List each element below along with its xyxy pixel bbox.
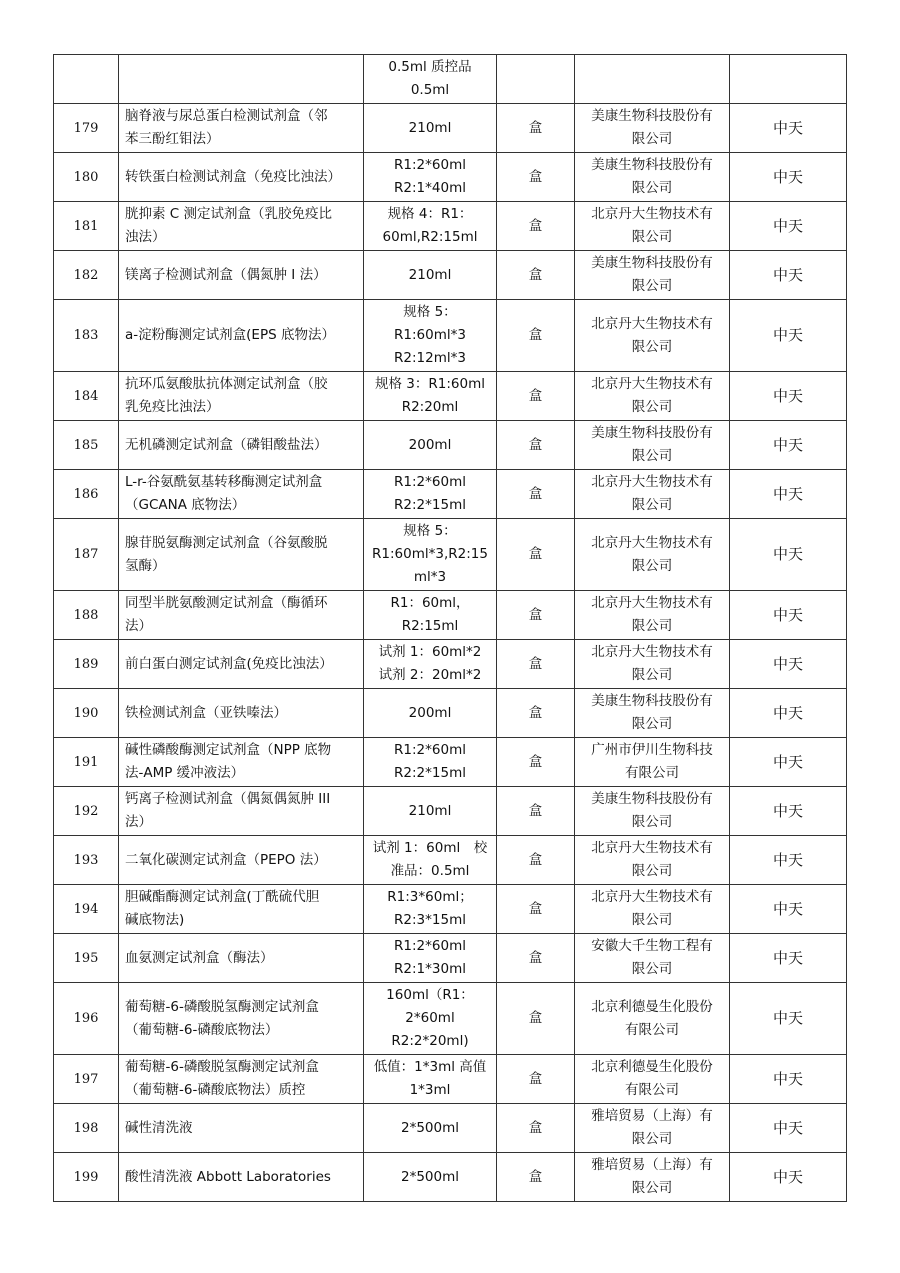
name-line: 无机磷测定试剂盒（磷钼酸盐法） <box>125 436 328 453</box>
manufacturer <box>575 372 730 421</box>
manufacturer <box>575 640 730 689</box>
row-number: 189 <box>54 640 119 689</box>
product-name <box>119 104 364 153</box>
manufacturer-line: 美康生物科技股份有 <box>591 157 713 173</box>
spec-line: R1：60ml， <box>390 595 470 611</box>
name-line: 铁检测试剂盒（亚铁嗪法） <box>125 704 287 721</box>
manufacturer-line: 限公司 <box>631 1131 673 1147</box>
product-spec <box>364 1104 497 1153</box>
table-row <box>54 300 847 372</box>
supplier: 中天 <box>730 519 847 591</box>
spec-line: 规格 5： <box>403 523 457 539</box>
row-number: 180 <box>54 153 119 202</box>
manufacturer-line: 美康生物科技股份有 <box>591 255 713 271</box>
product-name <box>119 153 364 202</box>
product-unit: 盒 <box>497 1153 575 1202</box>
product-name <box>119 519 364 591</box>
product-name <box>119 738 364 787</box>
supplier: 中天 <box>730 1055 847 1104</box>
product-unit: 盒 <box>497 470 575 519</box>
row-number: 191 <box>54 738 119 787</box>
product-spec <box>364 885 497 934</box>
product-unit: 盒 <box>497 836 575 885</box>
name-line: a-淀粉酶测定试剂盒(EPS 底物法） <box>125 327 335 343</box>
manufacturer-line: 限公司 <box>631 618 673 634</box>
name-line: 胆碱酯酶测定试剂盒(丁酰硫代胆 <box>125 889 320 905</box>
name-line: 法-AMP 缓冲液法） <box>125 765 245 781</box>
name-line: 苯三酚红钼法） <box>125 131 220 147</box>
spec-line: 规格 4：R1： <box>387 206 473 222</box>
product-unit: 盒 <box>497 689 575 738</box>
name-line: 葡萄糖-6-磷酸脱氢酶测定试剂盒 <box>125 998 319 1015</box>
name-line: L-r-谷氨酰氨基转移酶测定试剂盒 <box>125 474 323 490</box>
product-spec <box>364 640 497 689</box>
name-line: 碱性磷酸酶测定试剂盒（NPP 底物 <box>125 742 332 758</box>
table-row <box>54 202 847 251</box>
product-unit: 盒 <box>497 421 575 470</box>
table-row <box>54 421 847 470</box>
product-unit: 盒 <box>497 934 575 983</box>
product-spec <box>364 1055 497 1104</box>
supplier: 中天 <box>730 470 847 519</box>
manufacturer <box>575 519 730 591</box>
manufacturer-line: 美康生物科技股份有 <box>591 693 713 709</box>
product-spec <box>364 934 497 983</box>
manufacturer-line: 北京丹大生物技术有 <box>591 644 713 660</box>
manufacturer-line: 北京丹大生物技术有 <box>591 534 713 551</box>
manufacturer <box>575 885 730 934</box>
manufacturer <box>575 787 730 836</box>
product-name <box>119 1104 364 1153</box>
spec-line: 60ml,R2:15ml <box>382 229 478 245</box>
name-line: 抗环瓜氨酸肽抗体测定试剂盒（胶 <box>125 376 328 392</box>
row-number: 179 <box>54 104 119 153</box>
name-line: 氢酶） <box>125 557 166 574</box>
supplier: 中天 <box>730 689 847 738</box>
name-line: 钙离子检测试剂盒（偶氮偶氮肿 III <box>125 791 331 807</box>
spec-line: R2:15ml <box>401 618 459 634</box>
manufacturer-line: 雅培贸易（上海）有 <box>591 1157 713 1173</box>
row-number: 197 <box>54 1055 119 1104</box>
product-unit: 盒 <box>497 300 575 372</box>
manufacturer <box>575 55 730 104</box>
product-name <box>119 55 364 104</box>
product-spec <box>364 519 497 591</box>
table-row <box>54 519 847 591</box>
manufacturer-line: 限公司 <box>631 716 673 732</box>
name-line: （葡萄糖-6-磷酸底物法） <box>125 1021 279 1038</box>
product-spec <box>364 787 497 836</box>
manufacturer-line: 限公司 <box>631 448 673 464</box>
product-spec <box>364 689 497 738</box>
product-name <box>119 983 364 1055</box>
product-unit: 盒 <box>497 104 575 153</box>
spec-line: R2:12ml*3 <box>394 350 466 366</box>
spec-line: 规格 3：R1:60ml <box>375 376 485 392</box>
spec-line: R1:2*60ml <box>394 742 466 758</box>
spec-line: 210ml <box>408 119 452 136</box>
product-spec <box>364 372 497 421</box>
spec-line: 试剂 2：20ml*2 <box>378 667 482 683</box>
manufacturer-line: 北京丹大生物技术有 <box>591 315 713 332</box>
row-number: 190 <box>54 689 119 738</box>
manufacturer-line: 北京丹大生物技术有 <box>591 595 713 611</box>
name-line: 血氨测定试剂盒（酶法） <box>125 949 274 966</box>
supplier: 中天 <box>730 372 847 421</box>
product-spec <box>364 1153 497 1202</box>
row-number: 183 <box>54 300 119 372</box>
row-number: 187 <box>54 519 119 591</box>
product-name <box>119 885 364 934</box>
product-unit <box>497 55 575 104</box>
product-spec <box>364 300 497 372</box>
supplier: 中天 <box>730 934 847 983</box>
spec-line: 200ml <box>408 436 452 453</box>
product-unit: 盒 <box>497 153 575 202</box>
manufacturer <box>575 1153 730 1202</box>
supplier: 中天 <box>730 421 847 470</box>
supplier: 中天 <box>730 300 847 372</box>
product-name <box>119 787 364 836</box>
manufacturer-line: 限公司 <box>631 338 673 355</box>
product-unit: 盒 <box>497 372 575 421</box>
manufacturer <box>575 470 730 519</box>
manufacturer-line: 限公司 <box>631 667 673 683</box>
row-number: 194 <box>54 885 119 934</box>
row-number: 182 <box>54 251 119 300</box>
product-name <box>119 1055 364 1104</box>
manufacturer-line: 美康生物科技股份有 <box>591 791 713 807</box>
reagent-table <box>53 54 847 1202</box>
product-name <box>119 689 364 738</box>
spec-line: R2:20ml <box>401 399 459 415</box>
spec-line: R2:2*15ml <box>394 497 466 513</box>
table-row <box>54 153 847 202</box>
supplier: 中天 <box>730 738 847 787</box>
spec-line: 2*500ml <box>400 1119 459 1136</box>
manufacturer-line: 北京丹大生物技术有 <box>591 474 713 490</box>
manufacturer-line: 北京丹大生物技术有 <box>591 840 713 856</box>
product-name <box>119 251 364 300</box>
manufacturer <box>575 153 730 202</box>
spec-line: 210ml <box>408 802 452 819</box>
manufacturer-line: 限公司 <box>631 229 673 245</box>
product-name <box>119 300 364 372</box>
spec-line: 0.5ml 质控品 <box>388 59 472 75</box>
spec-line: R2:3*15ml <box>394 912 466 928</box>
product-unit: 盒 <box>497 202 575 251</box>
spec-line: 准品：0.5ml <box>390 863 470 879</box>
product-spec <box>364 55 497 104</box>
row-number: 192 <box>54 787 119 836</box>
product-unit: 盒 <box>497 885 575 934</box>
spec-line: R2:2*20ml) <box>391 1033 469 1049</box>
product-spec <box>364 421 497 470</box>
table-row <box>54 591 847 640</box>
manufacturer-line: 广州市伊川生物科技 <box>591 742 713 758</box>
table-row <box>54 1153 847 1202</box>
manufacturer <box>575 689 730 738</box>
product-spec <box>364 983 497 1055</box>
product-unit: 盒 <box>497 983 575 1055</box>
name-line: 二氧化碳测定试剂盒（PEPO 法） <box>125 851 327 868</box>
table-row <box>54 640 847 689</box>
manufacturer-line: 限公司 <box>631 399 673 415</box>
product-name <box>119 1153 364 1202</box>
table-row <box>54 372 847 421</box>
name-line: 浊法） <box>125 229 166 245</box>
row-number: 199 <box>54 1153 119 1202</box>
manufacturer-line: 限公司 <box>631 814 673 830</box>
name-line: 镁离子检测试剂盒（偶氮肿 I 法） <box>125 266 327 283</box>
spec-line: 0.5ml <box>410 82 450 98</box>
spec-line: R2:1*40ml <box>394 180 466 196</box>
name-line: （GCANA 底物法） <box>125 497 246 513</box>
spec-line: 160ml（R1： <box>386 987 474 1003</box>
product-unit: 盒 <box>497 738 575 787</box>
supplier <box>730 55 847 104</box>
row-number: 196 <box>54 983 119 1055</box>
spec-line: 规格 5： <box>403 304 457 320</box>
product-unit: 盒 <box>497 519 575 591</box>
table-row <box>54 104 847 153</box>
spec-line: R1:2*60ml <box>394 157 466 173</box>
table-row <box>54 983 847 1055</box>
table-row <box>54 1055 847 1104</box>
manufacturer-line: 安徽大千生物工程有 <box>591 938 713 954</box>
manufacturer-line: 北京丹大生物技术有 <box>591 376 713 392</box>
name-line: 转铁蛋白检测试剂盒（免疫比浊法） <box>125 168 341 185</box>
row-number: 188 <box>54 591 119 640</box>
product-unit: 盒 <box>497 1055 575 1104</box>
table-row <box>54 1104 847 1153</box>
spec-line: ml*3 <box>413 569 447 585</box>
name-line: 酸性清洗液 Abbott Laboratories <box>125 1168 331 1185</box>
spec-line: 低值：1*3ml 高值 <box>373 1059 487 1075</box>
supplier: 中天 <box>730 153 847 202</box>
manufacturer <box>575 1104 730 1153</box>
manufacturer-line: 限公司 <box>631 557 673 574</box>
supplier: 中天 <box>730 251 847 300</box>
product-name <box>119 470 364 519</box>
row-number: 186 <box>54 470 119 519</box>
manufacturer <box>575 202 730 251</box>
manufacturer-line: 限公司 <box>631 961 673 977</box>
product-spec <box>364 470 497 519</box>
product-name <box>119 934 364 983</box>
product-name <box>119 591 364 640</box>
supplier: 中天 <box>730 104 847 153</box>
supplier: 中天 <box>730 836 847 885</box>
manufacturer <box>575 591 730 640</box>
name-line: 碱底物法) <box>125 912 185 928</box>
product-spec <box>364 738 497 787</box>
product-unit: 盒 <box>497 787 575 836</box>
name-line: 脑脊液与尿总蛋白检测试剂盒（邻 <box>125 108 328 124</box>
manufacturer <box>575 1055 730 1104</box>
row-number: 181 <box>54 202 119 251</box>
product-spec <box>364 202 497 251</box>
name-line: 胱抑素 C 测定试剂盒（乳胶免疫比 <box>125 206 333 222</box>
product-name <box>119 640 364 689</box>
manufacturer-line: 限公司 <box>631 912 673 928</box>
spec-line: R1:60ml*3 <box>394 327 466 343</box>
manufacturer-line: 美康生物科技股份有 <box>591 108 713 124</box>
manufacturer <box>575 836 730 885</box>
product-name <box>119 421 364 470</box>
spec-line: R2:2*15ml <box>394 765 466 781</box>
product-spec <box>364 591 497 640</box>
spec-line: R1:60ml*3,R2:15 <box>372 546 488 562</box>
spec-line: R1:2*60ml <box>394 938 466 954</box>
supplier: 中天 <box>730 1104 847 1153</box>
spec-line: 210ml <box>408 266 452 283</box>
product-name <box>119 836 364 885</box>
name-line: 同型半胱氨酸测定试剂盒（酶循环 <box>125 595 328 611</box>
product-spec <box>364 836 497 885</box>
name-line: 葡萄糖-6-磷酸脱氢酶测定试剂盒 <box>125 1059 319 1075</box>
manufacturer-line: 限公司 <box>631 278 673 294</box>
name-line: （葡萄糖-6-磷酸底物法）质控 <box>125 1082 306 1098</box>
product-name <box>119 202 364 251</box>
manufacturer-line: 北京丹大生物技术有 <box>591 889 713 905</box>
manufacturer-line: 限公司 <box>631 180 673 196</box>
row-number: 198 <box>54 1104 119 1153</box>
manufacturer-line: 有限公司 <box>625 765 679 781</box>
table-row <box>54 55 847 104</box>
manufacturer-line: 北京利德曼生化股份 <box>591 1059 713 1075</box>
spec-line: R1:2*60ml <box>394 474 466 490</box>
name-line: 前白蛋白测定试剂盒(免疫比浊法） <box>125 655 333 672</box>
supplier: 中天 <box>730 1153 847 1202</box>
manufacturer-line: 北京利德曼生化股份 <box>591 998 713 1015</box>
spec-line: R2:1*30ml <box>394 961 466 977</box>
manufacturer-line: 有限公司 <box>625 1082 679 1098</box>
table-row <box>54 738 847 787</box>
table-row <box>54 836 847 885</box>
manufacturer <box>575 251 730 300</box>
manufacturer <box>575 421 730 470</box>
product-spec <box>364 251 497 300</box>
row-number: 184 <box>54 372 119 421</box>
spec-line: 试剂 1：60ml*2 <box>378 644 482 660</box>
manufacturer-line: 限公司 <box>631 863 673 879</box>
table-row <box>54 251 847 300</box>
table-row <box>54 885 847 934</box>
spec-line: R1:3*60ml； <box>387 889 473 905</box>
product-spec <box>364 104 497 153</box>
table-row <box>54 934 847 983</box>
product-unit: 盒 <box>497 591 575 640</box>
row-number: 193 <box>54 836 119 885</box>
manufacturer <box>575 300 730 372</box>
row-number: 185 <box>54 421 119 470</box>
manufacturer-line: 有限公司 <box>625 1021 679 1038</box>
manufacturer <box>575 934 730 983</box>
manufacturer-line: 北京丹大生物技术有 <box>591 206 713 222</box>
manufacturer-line: 美康生物科技股份有 <box>591 425 713 441</box>
supplier: 中天 <box>730 640 847 689</box>
product-name <box>119 372 364 421</box>
spec-line: 2*500ml <box>400 1168 459 1185</box>
supplier: 中天 <box>730 983 847 1055</box>
manufacturer <box>575 104 730 153</box>
name-line: 碱性清洗液 <box>125 1119 193 1136</box>
manufacturer <box>575 983 730 1055</box>
name-line: 法） <box>125 814 152 830</box>
manufacturer-line: 限公司 <box>631 497 673 513</box>
supplier: 中天 <box>730 591 847 640</box>
product-unit: 盒 <box>497 1104 575 1153</box>
product-spec <box>364 153 497 202</box>
name-line: 乳免疫比浊法） <box>125 399 220 415</box>
spec-line: 1*3ml <box>409 1082 451 1098</box>
manufacturer-line: 雅培贸易（上海）有 <box>591 1108 713 1124</box>
spec-line: 200ml <box>408 704 452 721</box>
product-unit: 盒 <box>497 640 575 689</box>
table-row <box>54 787 847 836</box>
name-line: 腺苷脱氨酶测定试剂盒（谷氨酸脱 <box>125 534 328 551</box>
manufacturer-line: 限公司 <box>631 131 673 147</box>
table-row <box>54 470 847 519</box>
supplier: 中天 <box>730 885 847 934</box>
spec-line: 2*60ml <box>405 1010 455 1026</box>
manufacturer <box>575 738 730 787</box>
spec-line: 试剂 1：60ml 校 <box>372 840 488 856</box>
row-number: 195 <box>54 934 119 983</box>
supplier: 中天 <box>730 202 847 251</box>
table-row <box>54 689 847 738</box>
product-unit: 盒 <box>497 251 575 300</box>
row-number <box>54 55 119 104</box>
name-line: 法） <box>125 618 152 634</box>
supplier: 中天 <box>730 787 847 836</box>
manufacturer-line: 限公司 <box>631 1180 673 1196</box>
